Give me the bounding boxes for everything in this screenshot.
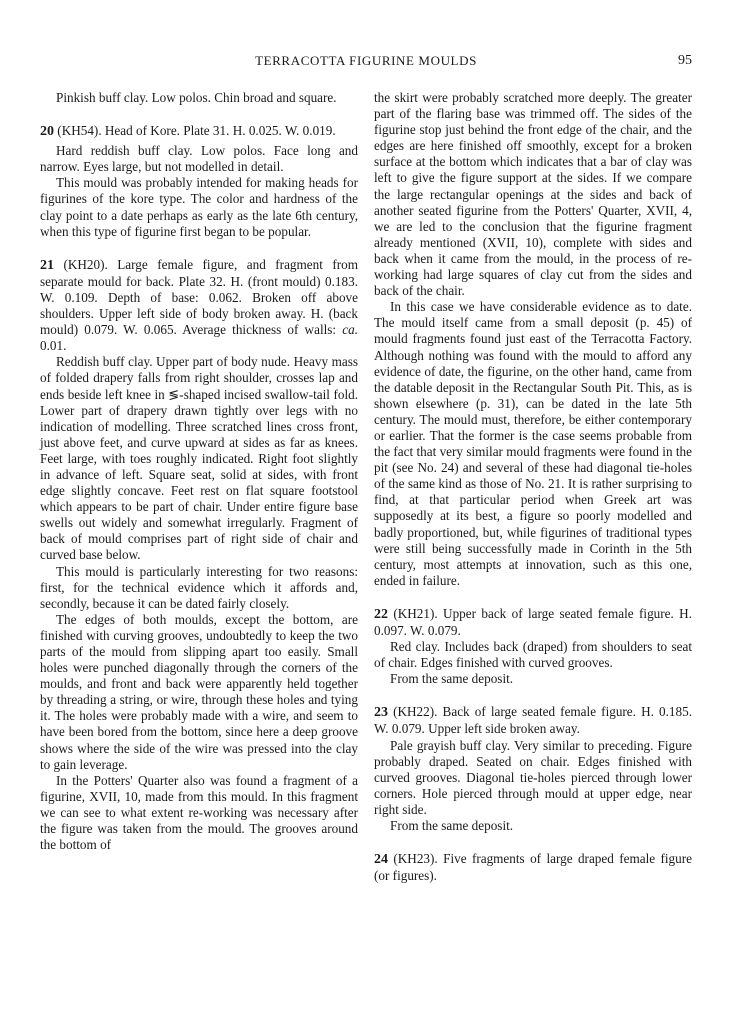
right-column (374, 90, 692, 884)
entry-23-heading-text: (KH22). Back of large seated female figure. H. 0.185. W. 0.079. Upper left side broken away. (374, 704, 692, 737)
entry-22-heading (374, 606, 692, 639)
entry-21-number: 21 (40, 257, 54, 273)
left-column (40, 90, 358, 853)
entry-22-heading-text: (KH21). Upper back of large seated female figure. H. 0.097. W. 0.079. (374, 605, 692, 638)
entry-20-heading (40, 123, 358, 140)
entry-21-heading-text-a: (KH20). Large female figure, and fragment from separate mould for back. Plate 32. H. (front mould) 0.183. W. 0.109. Depth of base: 0.062. Broken off above shoulders. Upper left side of body broken away. H. (back mould) 0.079. W. 0.065. Average thickness of walls: (40, 256, 358, 338)
entry-21-heading-text-b: 0.01. (40, 338, 67, 354)
entry-21-heading (40, 257, 358, 355)
entry-24-heading (374, 851, 692, 884)
entry-21-fragment: In the Potters' Quarter also was found a fragment of a figurine, XVII, 10, made from this mould. In this fragment we can see to what extent re-working was necessary after the figure was taken from the mould. The grooves around the bottom of (40, 772, 358, 853)
entry-23-deposit: From the same deposit. (390, 818, 514, 834)
evidence-paragraph: In this case we have considerable evidence as to date. The mould itself came from a small deposit (p. 45) of mould fragments found just east of the Terracotta Factory. Although nothing was found with the mould to afford any evidence of date, the figurine, on the other hand, came from the datable deposit in the Rectangular South Pit. This, as is shown elsewhere (p. 31), can be dated in the late 5th century. The mould must, therefore, be either contemporary or earlier. That the former is the case seems probable from the fact that very similar mould fragments were found in the pit (see No. 24) and several of these had diagonal tie-holes of the same kind as those of No. 21. It is rather surprising to find, at that particular period when Greek art was supposedly at its best, a figure so poorly modelled and badly proportioned, but, while figurines of traditional types were still being successfully made in Corinth in the 5th century, most attempts at innovation, such as this one, ended in failure. (374, 299, 692, 588)
entry-21-technique: The edges of both moulds, except the bottom, are finished with curving grooves, undoubtedly to keep the two parts of the mould from slipping apart too easily. Small holes were punched diagonally through the corners of the moulds, and front and back were apparently held together by threading a string, or wire, through these holes and tying it. The holes were probably made with a wire, and seem to have been bored from the bottom, since here a deep groove shows where the side of the wire was pressed into the clay to gain leverage. (40, 611, 358, 772)
entry-20-number: 20 (40, 124, 54, 140)
entry-22-description: Red clay. Includes back (draped) from shoulders to seat of chair. Edges finished with curved grooves. (374, 639, 692, 671)
intro-paragraph: Pinkish buff clay. Low polos. Chin broad and square. (56, 90, 337, 105)
page-number: 95 (678, 53, 692, 68)
running-title: TERRACOTTA FIGURINE MOULDS (255, 53, 477, 68)
entry-20-heading-text: (KH54). Head of Kore. Plate 31. H. 0.025. W. 0.019. (54, 123, 336, 139)
continuation-paragraph: the skirt were probably scratched more deeply. The greater part of the flaring base was trimmed off. The sides of the figurine stop just behind the front edge of the chair, and the edges are here finished off smoothly, except for a broken surface at the bottom which indicates that a bar of clay was left to give the figure support at the sides. If we compare the large rectangular openings at the sides and back of another seated figurine from the Potters' Quarter, XVII, 4, we are led to the conclusion that the figurine fragment already mentioned (XVII, 10), complete with sides and back when it came from the mould, in the process of re-working had large squares of clay cut from the sides and back of the chair. (374, 90, 692, 299)
entry-22-number: 22 (374, 606, 388, 622)
entry-23-heading (374, 704, 692, 737)
entry-20-discussion: This mould was probably intended for making heads for figurines of the kore type. The color and hardness of the clay point to a date perhaps as early as the late 6th century, when this type of figurine first began to be popular. (40, 175, 358, 239)
entry-24-number: 24 (374, 852, 388, 868)
entry-23-number: 23 (374, 705, 388, 721)
entry-20-description: Hard reddish buff clay. Low polos. Face long and narrow. Eyes large, but not modelled in detail. (40, 143, 358, 175)
entry-22-deposit: From the same deposit. (390, 671, 514, 687)
entry-21-description: Reddish buff clay. Upper part of body nude. Heavy mass of folded drapery falls from right shoulder, crosses lap and ends beside left knee in ≶-shaped incised swallow-tail fold. Lower part of drapery drawn tightly over legs with no indication of modelling. Three scratched lines cross front, just above feet, and curve upward at sides as far as knees. Feet large, with toes roughly indicated. Right foot slightly in advance of left. Square seat, solid at sides, with front edge slightly concave. Feet rest on flat square footstool which appears to be part of chair. Under entire figure base swells out widely and somewhat irregularly. Fragment of back of mould comprises part of right side of chair and curved base below. (40, 354, 358, 563)
entry-23-description: Pale grayish buff clay. Very similar to preceding. Figure probably draped. Seated on chair. Edges finished with curved grooves. Diagonal tie-holes pierced through lower corners. Hole pierced through mould at upper edge, near right side. (374, 737, 692, 817)
entry-21-interest: This mould is particularly interesting for two reasons: first, for the technical evidence which it affords and, secondly, because it can be dated fairly closely. (40, 563, 358, 611)
page-header (40, 53, 692, 73)
entry-24-heading-text: (KH23). Five fragments of large draped female figure (or figures). (374, 851, 692, 884)
entry-21-heading-italic: ca. (342, 322, 358, 338)
